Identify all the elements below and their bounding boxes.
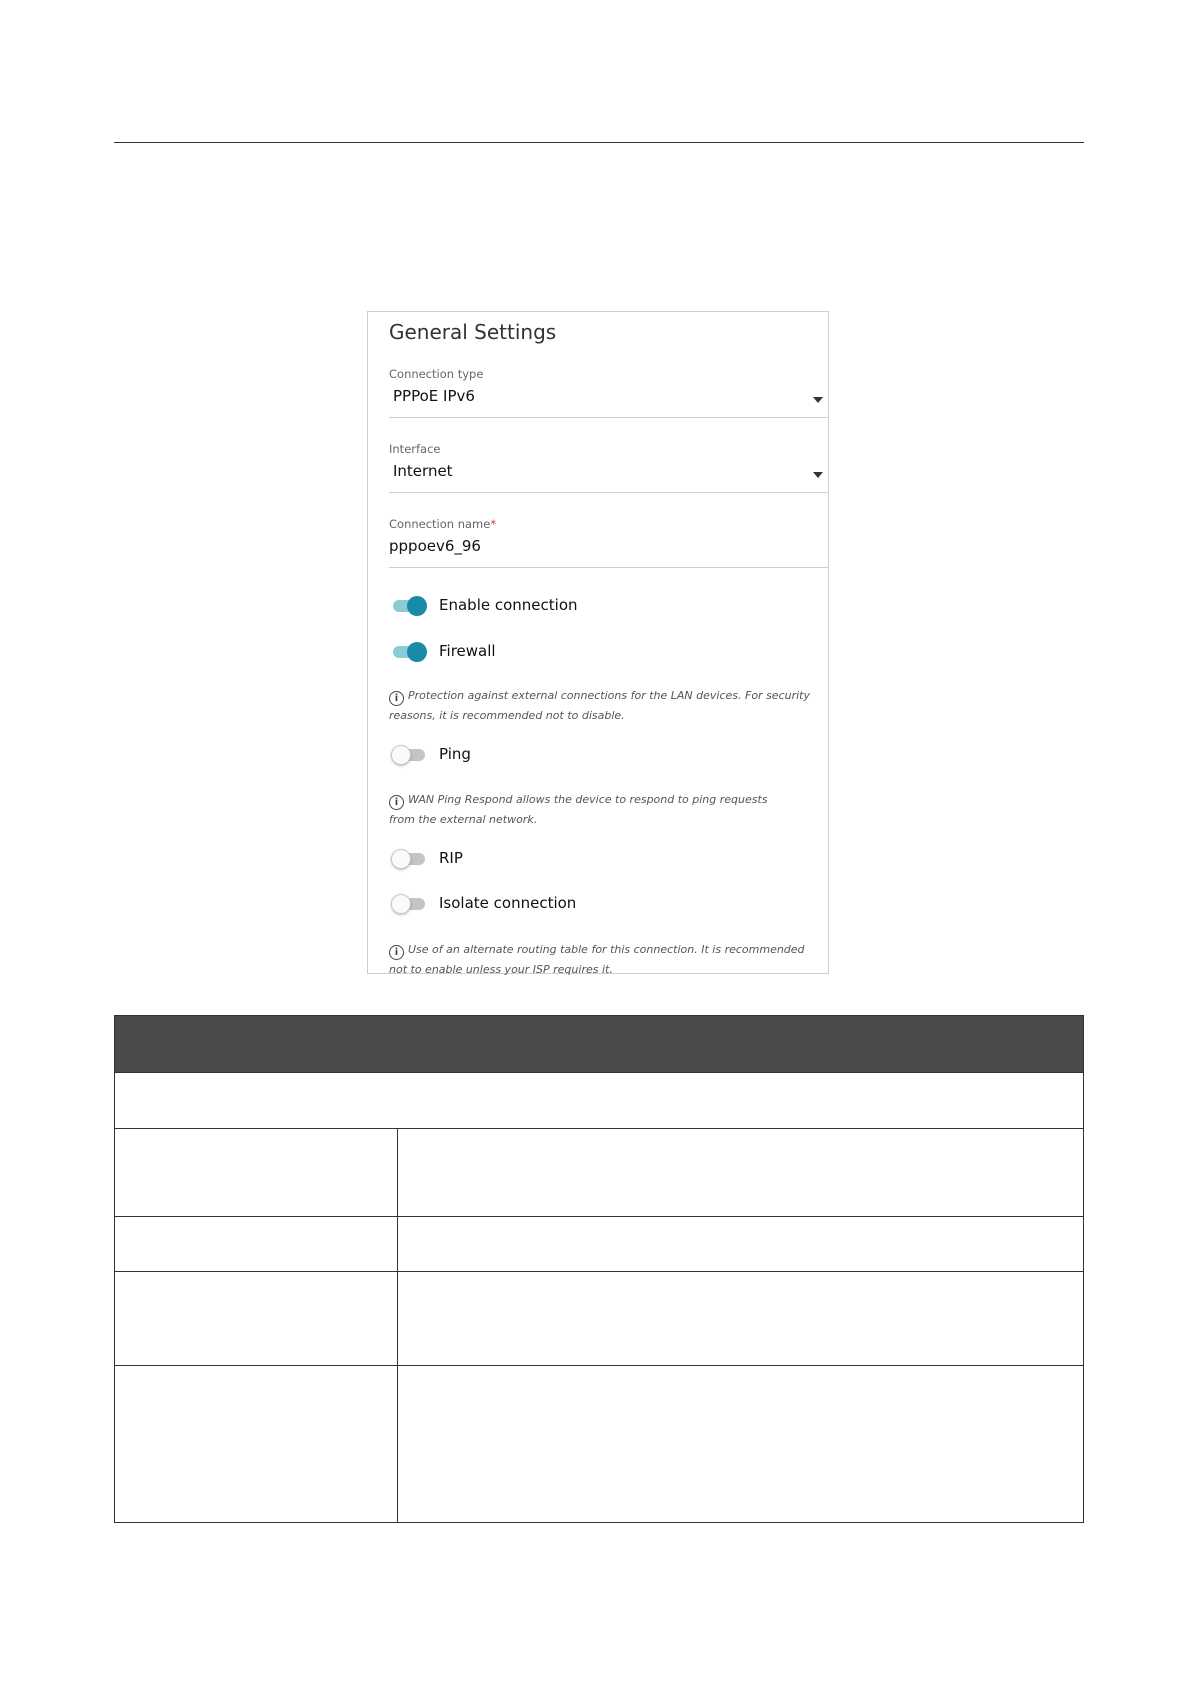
connection-name-underline	[389, 567, 828, 568]
table-cell	[115, 1366, 398, 1522]
required-mark: *	[490, 517, 497, 531]
isolate-connection-hint: i Use of an alternate routing table for this connection. It is recommended not to enable unless your ISP requires it.	[389, 943, 805, 976]
info-icon: i	[389, 795, 404, 810]
ping-hint: i WAN Ping Respond allows the device to respond to ping requests from the external network.	[389, 793, 768, 826]
info-icon: i	[389, 945, 404, 960]
connection-name-value: pppoev6_96	[389, 537, 481, 555]
table-header	[115, 1016, 1083, 1073]
top-rule	[114, 142, 1084, 143]
connection-type-label: Connection type	[389, 367, 484, 381]
ping-label: Ping	[439, 745, 471, 763]
interface-label: Interface	[389, 442, 441, 456]
table-section-row	[115, 1073, 1083, 1129]
firewall-hint: i Protection against external connections for the LAN devices. For security reasons, it is recommended not to disable.	[389, 689, 810, 722]
interface-underline	[389, 492, 828, 493]
firewall-label: Firewall	[439, 642, 496, 660]
isolate-connection-toggle[interactable]	[391, 893, 427, 915]
enable-connection-toggle[interactable]	[391, 595, 427, 617]
firewall-toggle[interactable]	[391, 641, 427, 663]
info-icon: i	[389, 691, 404, 706]
general-settings-panel	[367, 311, 829, 974]
rip-toggle[interactable]	[391, 848, 427, 870]
parameters-table	[114, 1015, 1084, 1523]
table-cell	[115, 1129, 398, 1216]
table-row	[115, 1129, 1083, 1217]
table-cell	[398, 1272, 1083, 1365]
panel-title: General Settings	[389, 320, 557, 344]
table-row	[115, 1366, 1083, 1522]
connection-type-underline	[389, 417, 828, 418]
table-row	[115, 1272, 1083, 1366]
table-cell	[115, 1217, 398, 1271]
table-row	[115, 1217, 1083, 1272]
table-cell	[398, 1129, 1083, 1216]
isolate-connection-label: Isolate connection	[439, 894, 577, 912]
connection-name-label: Connection name*	[389, 517, 497, 531]
enable-connection-label: Enable connection	[439, 596, 578, 614]
interface-value: Internet	[393, 462, 453, 480]
table-cell	[115, 1272, 398, 1365]
ping-toggle[interactable]	[391, 744, 427, 766]
table-cell	[398, 1366, 1083, 1522]
rip-label: RIP	[439, 849, 463, 867]
chevron-down-icon[interactable]	[813, 397, 823, 403]
chevron-down-icon[interactable]	[813, 472, 823, 478]
table-cell	[398, 1217, 1083, 1271]
connection-type-value: PPPoE IPv6	[393, 387, 475, 405]
